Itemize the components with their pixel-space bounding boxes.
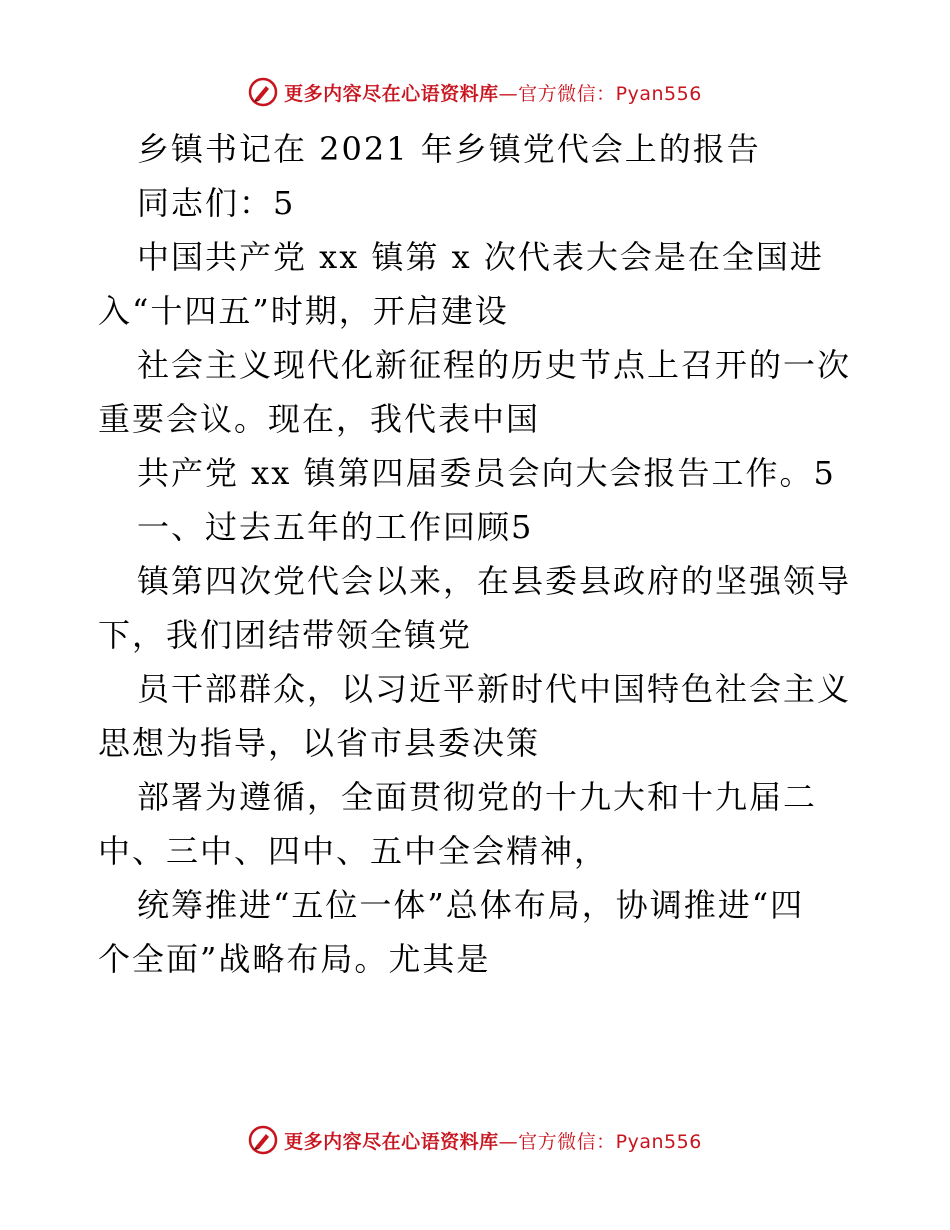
text-line: 部署为遵循，全面贯彻党的十九大和十九届二: [137, 778, 818, 816]
pen-logo-icon: [248, 1125, 278, 1155]
text-line: 下，我们团结带领全镇党: [98, 616, 473, 654]
paragraph-lines: [98, 176, 858, 986]
watermark-text: [284, 79, 702, 106]
text-line: 统筹推进“五位一体”总体布局，协调推进“四: [137, 886, 805, 924]
document-body: [98, 122, 858, 986]
text-line: 共产党 xx 镇第四届委员会向大会报告工作。5: [137, 454, 836, 492]
text-line: 同志们：5: [137, 184, 296, 222]
document-title: 乡镇书记在 2021 年乡镇党代会上的报告: [137, 130, 761, 168]
text-line: 个全面”战略布局。尤其是: [98, 940, 491, 978]
pen-logo-icon: [248, 77, 278, 107]
text-line: 社会主义现代化新征程的历史节点上召开的一次: [137, 346, 852, 384]
watermark-contact: —官方微信：Pyan556: [498, 82, 702, 105]
watermark-footer: [0, 1120, 950, 1160]
text-line: 重要会议。现在，我代表中国: [98, 400, 541, 438]
watermark-text: [284, 1127, 702, 1154]
text-line: 思想为指导，以省市县委决策: [98, 724, 541, 762]
text-line: 中、三中、四中、五中全会精神，: [98, 832, 609, 870]
text-line: 中国共产党 xx 镇第 x 次代表大会是在全国进: [137, 238, 824, 276]
watermark-brand: 更多内容尽在心语资料库: [284, 1130, 499, 1153]
text-line: 镇第四次党代会以来，在县委县政府的坚强领导: [137, 562, 852, 600]
text-line: 一、过去五年的工作回顾5: [137, 508, 534, 546]
watermark-header: [0, 72, 950, 112]
text-line: 员干部群众，以习近平新时代中国特色社会主义: [137, 670, 852, 708]
text-line: 入“十四五”时期，开启建设: [98, 292, 509, 330]
watermark-brand: 更多内容尽在心语资料库: [284, 82, 499, 105]
watermark-contact: —官方微信：Pyan556: [498, 1130, 702, 1153]
